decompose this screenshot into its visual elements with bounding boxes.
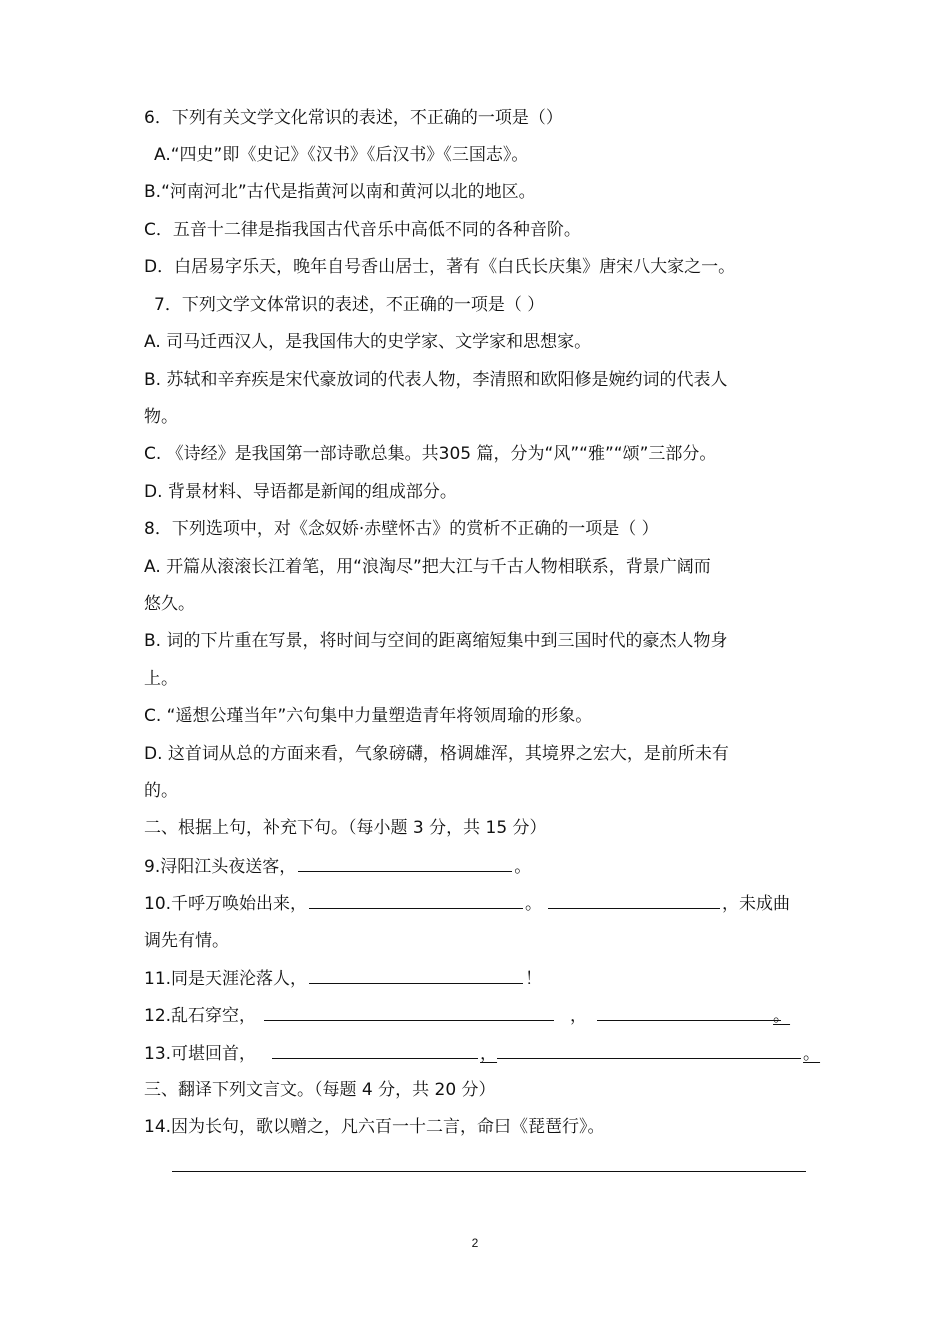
question-8-option-b-line2: 上。 — [144, 669, 178, 689]
question-13 — [144, 1041, 820, 1065]
question-6-option-b: B.“河南河北”古代是指黄河以南和黄河以北的地区。 — [144, 182, 536, 202]
question-8-option-a-line1: A. 开篇从滚滚长江着笔，用“浪淘尽”把大江与千古人物相联系，背景广阔而 — [144, 557, 711, 577]
question-12-mid: ， — [570, 1006, 588, 1026]
question-6-option-d: D．白居易字乐天，晚年自号香山居士，著有《白氏长庆集》唐宋八大家之一。 — [144, 257, 736, 277]
question-12-answer-blank-1 — [264, 1003, 554, 1021]
question-9-prefix: 9.浔阳江头夜送客， — [144, 857, 297, 877]
question-8-option-b-line1: B. 词的下片重在写景，将时间与空间的距离缩短集中到三国时代的豪杰人物身 — [144, 631, 728, 651]
question-10-answer-blank-2 — [548, 891, 720, 909]
page-number: 2 — [471, 1236, 479, 1250]
question-10-answer-blank-1 — [309, 891, 523, 909]
question-12-suffix: 。 — [773, 1006, 791, 1026]
question-11-answer-blank — [309, 966, 523, 984]
question-13-answer-blank-1 — [272, 1041, 478, 1059]
question-7-stem: 7．下列文学文体常识的表述，不正确的一项是（ ） — [154, 295, 545, 315]
question-9-suffix: 。 — [514, 857, 532, 877]
question-6-option-c: C．五音十二律是指我国古代音乐中高低不同的各种音阶。 — [144, 220, 581, 240]
question-9 — [144, 854, 531, 878]
section-3-heading: 三、翻译下列文言文。（每题 4 分，共 20 分） — [144, 1080, 496, 1100]
question-8-stem: 8．下列选项中，对《念奴娇·赤壁怀古》的赏析不正确的一项是（ ） — [144, 519, 659, 539]
question-6-option-a: A.“四史”即《史记》《汉书》《后汉书》《三国志》。 — [154, 145, 529, 165]
question-7-option-b-line2: 物。 — [144, 407, 178, 427]
question-7-option-b-line1: B. 苏轼和辛弃疾是宋代豪放词的代表人物，李清照和欧阳修是婉约词的代表人 — [144, 370, 728, 390]
question-11-suffix: ！ — [525, 969, 543, 989]
question-8-option-d-line1: D. 这首词从总的方面来看，气象磅礴，格调雄浑，其境界之宏大，是前所未有 — [144, 744, 729, 764]
question-7-option-a: A. 司马迁西汉人，是我国伟大的史学家、文学家和思想家。 — [144, 332, 592, 352]
question-9-answer-blank — [298, 854, 512, 872]
question-10-line1 — [144, 891, 790, 915]
section-2-heading: 二、根据上句，补充下句。（每小题 3 分，共 15 分） — [144, 818, 547, 838]
question-13-prefix: 13.可堪回首， — [144, 1044, 257, 1064]
question-12-answer-blank-2 — [597, 1003, 781, 1021]
question-14: 14.因为长句，歌以赠之，凡六百一十二言，命曰《琵琶行》。 — [144, 1117, 605, 1137]
translation-answer-line — [172, 1171, 806, 1172]
question-8-option-a-line2: 悠久。 — [144, 594, 195, 614]
question-7-option-c: C. 《诗经》是我国第一部诗歌总集。共305 篇，分为“风”“雅”“颂”三部分。 — [144, 444, 717, 464]
question-13-answer-blank-2 — [497, 1041, 801, 1059]
question-13-suffix: 。 — [803, 1044, 821, 1064]
question-12-prefix: 12.乱石穿空， — [144, 1006, 257, 1026]
question-10-prefix: 10.千呼万唤始出来， — [144, 894, 308, 914]
question-12 — [144, 1003, 790, 1027]
question-10-suffix: ，未成曲 — [722, 894, 791, 914]
question-11-prefix: 11.同是天涯沦落人， — [144, 969, 308, 989]
question-7-option-d: D. 背景材料、导语都是新闻的组成部分。 — [144, 482, 457, 502]
question-13-mid: ， — [480, 1044, 498, 1064]
question-10-line2: 调先有情。 — [144, 931, 229, 951]
question-11 — [144, 966, 542, 990]
question-8-option-d-line2: 的。 — [144, 781, 178, 801]
question-6-stem: 6．下列有关文学文化常识的表述，不正确的一项是（） — [144, 108, 563, 128]
question-10-mid: 。 — [525, 894, 543, 914]
question-8-option-c: C. “遥想公瑾当年”六句集中力量塑造青年将领周瑜的形象。 — [144, 706, 593, 726]
